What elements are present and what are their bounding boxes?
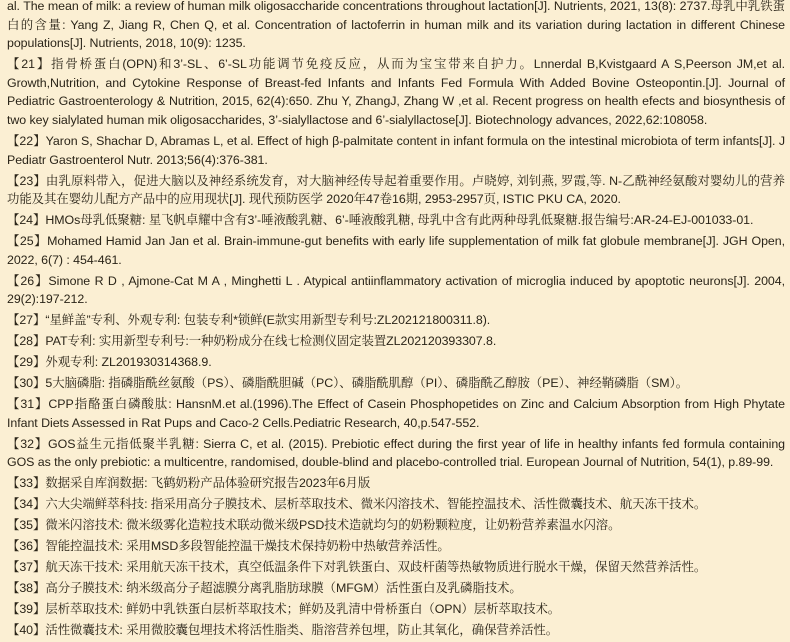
reference-item: 【28】PAT专利: 实用新型专利号:一种奶粉成分在线七检测仪固定装置ZL202120393307.8. <box>7 334 497 349</box>
reference-item: 【27】“星鲜盖”专利、外观专利: 包装专利*锁鲜(E款实用新型专利号:ZL202121800311.8). <box>7 313 491 328</box>
reference-item: 【26】Simone R D , Ajmone-Cat M A , Minghetti L . Atypical antiinflammatory activation of microglia induced by apoptotic neurons[J]. 2004, 29(2):197-212. <box>7 273 785 307</box>
reference-item: 【35】微米闪溶技术: 微米级雾化造粒技术联动微米级PSD技术造就均匀的奶粉颗粒度，让奶粉营养素温水闪溶。 <box>7 518 621 533</box>
reference-item: 【40】活性微囊技术: 采用微胶囊包埋技术将活性脂类、脂溶营养包埋，防止其氧化，确保营养活性。 <box>7 623 559 638</box>
reference-item: 【25】Mohamed Hamid Jan Jan et al. Brain-immune-gut benefits with early life supplementation of milk fat globule membrane[J]. JGH Open, 2022, 6(7) : 454-461. <box>7 234 785 267</box>
reference-item: 【32】GOS益生元指低聚半乳糖: Sierra C, et al. (2015). Prebiotic effect during the first year of life in healthy infants fed formula containing GOS as the only prebiotic: a multicentre, randomised, double-blind and placebo-controlled trial. European Journal of Nutrition, 54(1), p.89-99. <box>7 436 785 470</box>
reference-list <box>7 0 785 642</box>
reference-item: 【39】层析萃取技术: 鲜奶中乳铁蛋白层析萃取技术；鲜奶及乳清中骨桥蛋白（OPN）层析萃取技术。 <box>7 602 561 617</box>
reference-item: 【31】CPP指酪蛋白磷酸肽: HansnM.et al.(1996).The Effect of Casein Phosphopetides on Zinc and Calcium Absorption from High Phytate Infant Diets Assessed in Rat Pups and Caco-2 Cells.Pediatric Research, 40,p.547-552. <box>7 397 785 430</box>
reference-item: 【24】HMOs母乳低聚糖: 星飞帆卓耀中含有3’-唾液酸乳糖、6’-唾液酸乳糖, 母乳中含有此两种母乳低聚糖.报告编号:AR-24-EJ-001033-01. <box>7 213 754 228</box>
reference-item: 【33】数据采自库润数据: 飞鹤奶粉产品体验研究报告2023年6月版 <box>7 476 371 491</box>
reference-item: 【36】智能控温技术: 采用MSD多段智能控温干燥技术保持奶粉中热敏营养活性。 <box>7 539 450 554</box>
reference-item: 【21】指骨桥蛋白(OPN)和3’-SL、6’-SL功能调节免疫反应，从而为宝宝带来自护力。Lnnerdal B,Kvistgaard A S,Peerson JM,et al. Growth,Nutrition, and Cytokine Response of Breast-fed Infants and Infants Fed Formula With Added Bovine Osteopontin.[J]. Journal of Pediatric Gastroenterology & Nutrition, 2015, 62(4):650. Zhu Y, ZhangJ, Zhang W ,et al. Recent progress on health efects and biosynthesis of two key sialylated human mik oligosaccharides, 3’-sialyllactose and 6’-sialyllactose[J]. Biotechnology advances, 2022,62:108058. <box>7 57 785 127</box>
reference-item: 【38】高分子膜技术: 纳米级高分子超滤膜分离乳脂肪球膜（MFGM）活性蛋白及乳磷脂技术。 <box>7 581 522 596</box>
reference-item: 【37】航天冻干技术: 采用航天冻干技术，真空低温条件下对乳铁蛋白、双歧杆菌等热敏物质进行脱水干燥，保留天然营养活性。 <box>7 560 707 575</box>
reference-item: 【22】Yaron S, Shachar D, Abramas L, et al. Effect of high β-palmitate content in infant formula on the intestinal microbiota of term infants[J]. J Pediatr Gastroenterol Nutr. 2013;56(4):376-381. <box>7 133 785 167</box>
reference-item: 【29】外观专利: ZL201930314368.9. <box>7 355 212 370</box>
reference-item: 【30】5大脑磷脂: 指磷脂酰丝氨酸（PS）、磷脂酰胆碱（PC）、磷脂酰肌醇（PI）、磷脂酰乙醇胺（PE）、神经鞘磷脂（SM）。 <box>7 376 689 391</box>
reference-item: 【23】由乳原料带入，促进大脑以及神经系统发育，对大脑神经传导起着重要作用。卢晓婷, 刘钊燕, 罗霞,等. N-乙酰神经氨酸对婴幼儿的营养功能及其在婴幼儿配方产品中的应用现状[J]. 现代预防医学 2020年47卷16期, 2953-2957页, ISTIC PKU CA, 2020. <box>7 173 785 207</box>
reference-item: 【34】六大尖端鲜萃科技: 指采用高分子膜技术、层析萃取技术、微米闪溶技术、智能控温技术、活性微囊技术、航天冻干技术。 <box>7 497 707 512</box>
reference-item: al. The mean of milk: a review of human milk oligosaccharide concentrations throughout lactation[J]. Nutrients, 2021, 13(8): 2737.母乳中乳铁蛋白的含量: Yang Z, Jiang R, Chen Q, et al. Concentration of lactoferrin in human milk and its variation during lactation in different Chinese populations[J]. Nutrients, 2018, 10(9): 1235. <box>7 0 785 51</box>
